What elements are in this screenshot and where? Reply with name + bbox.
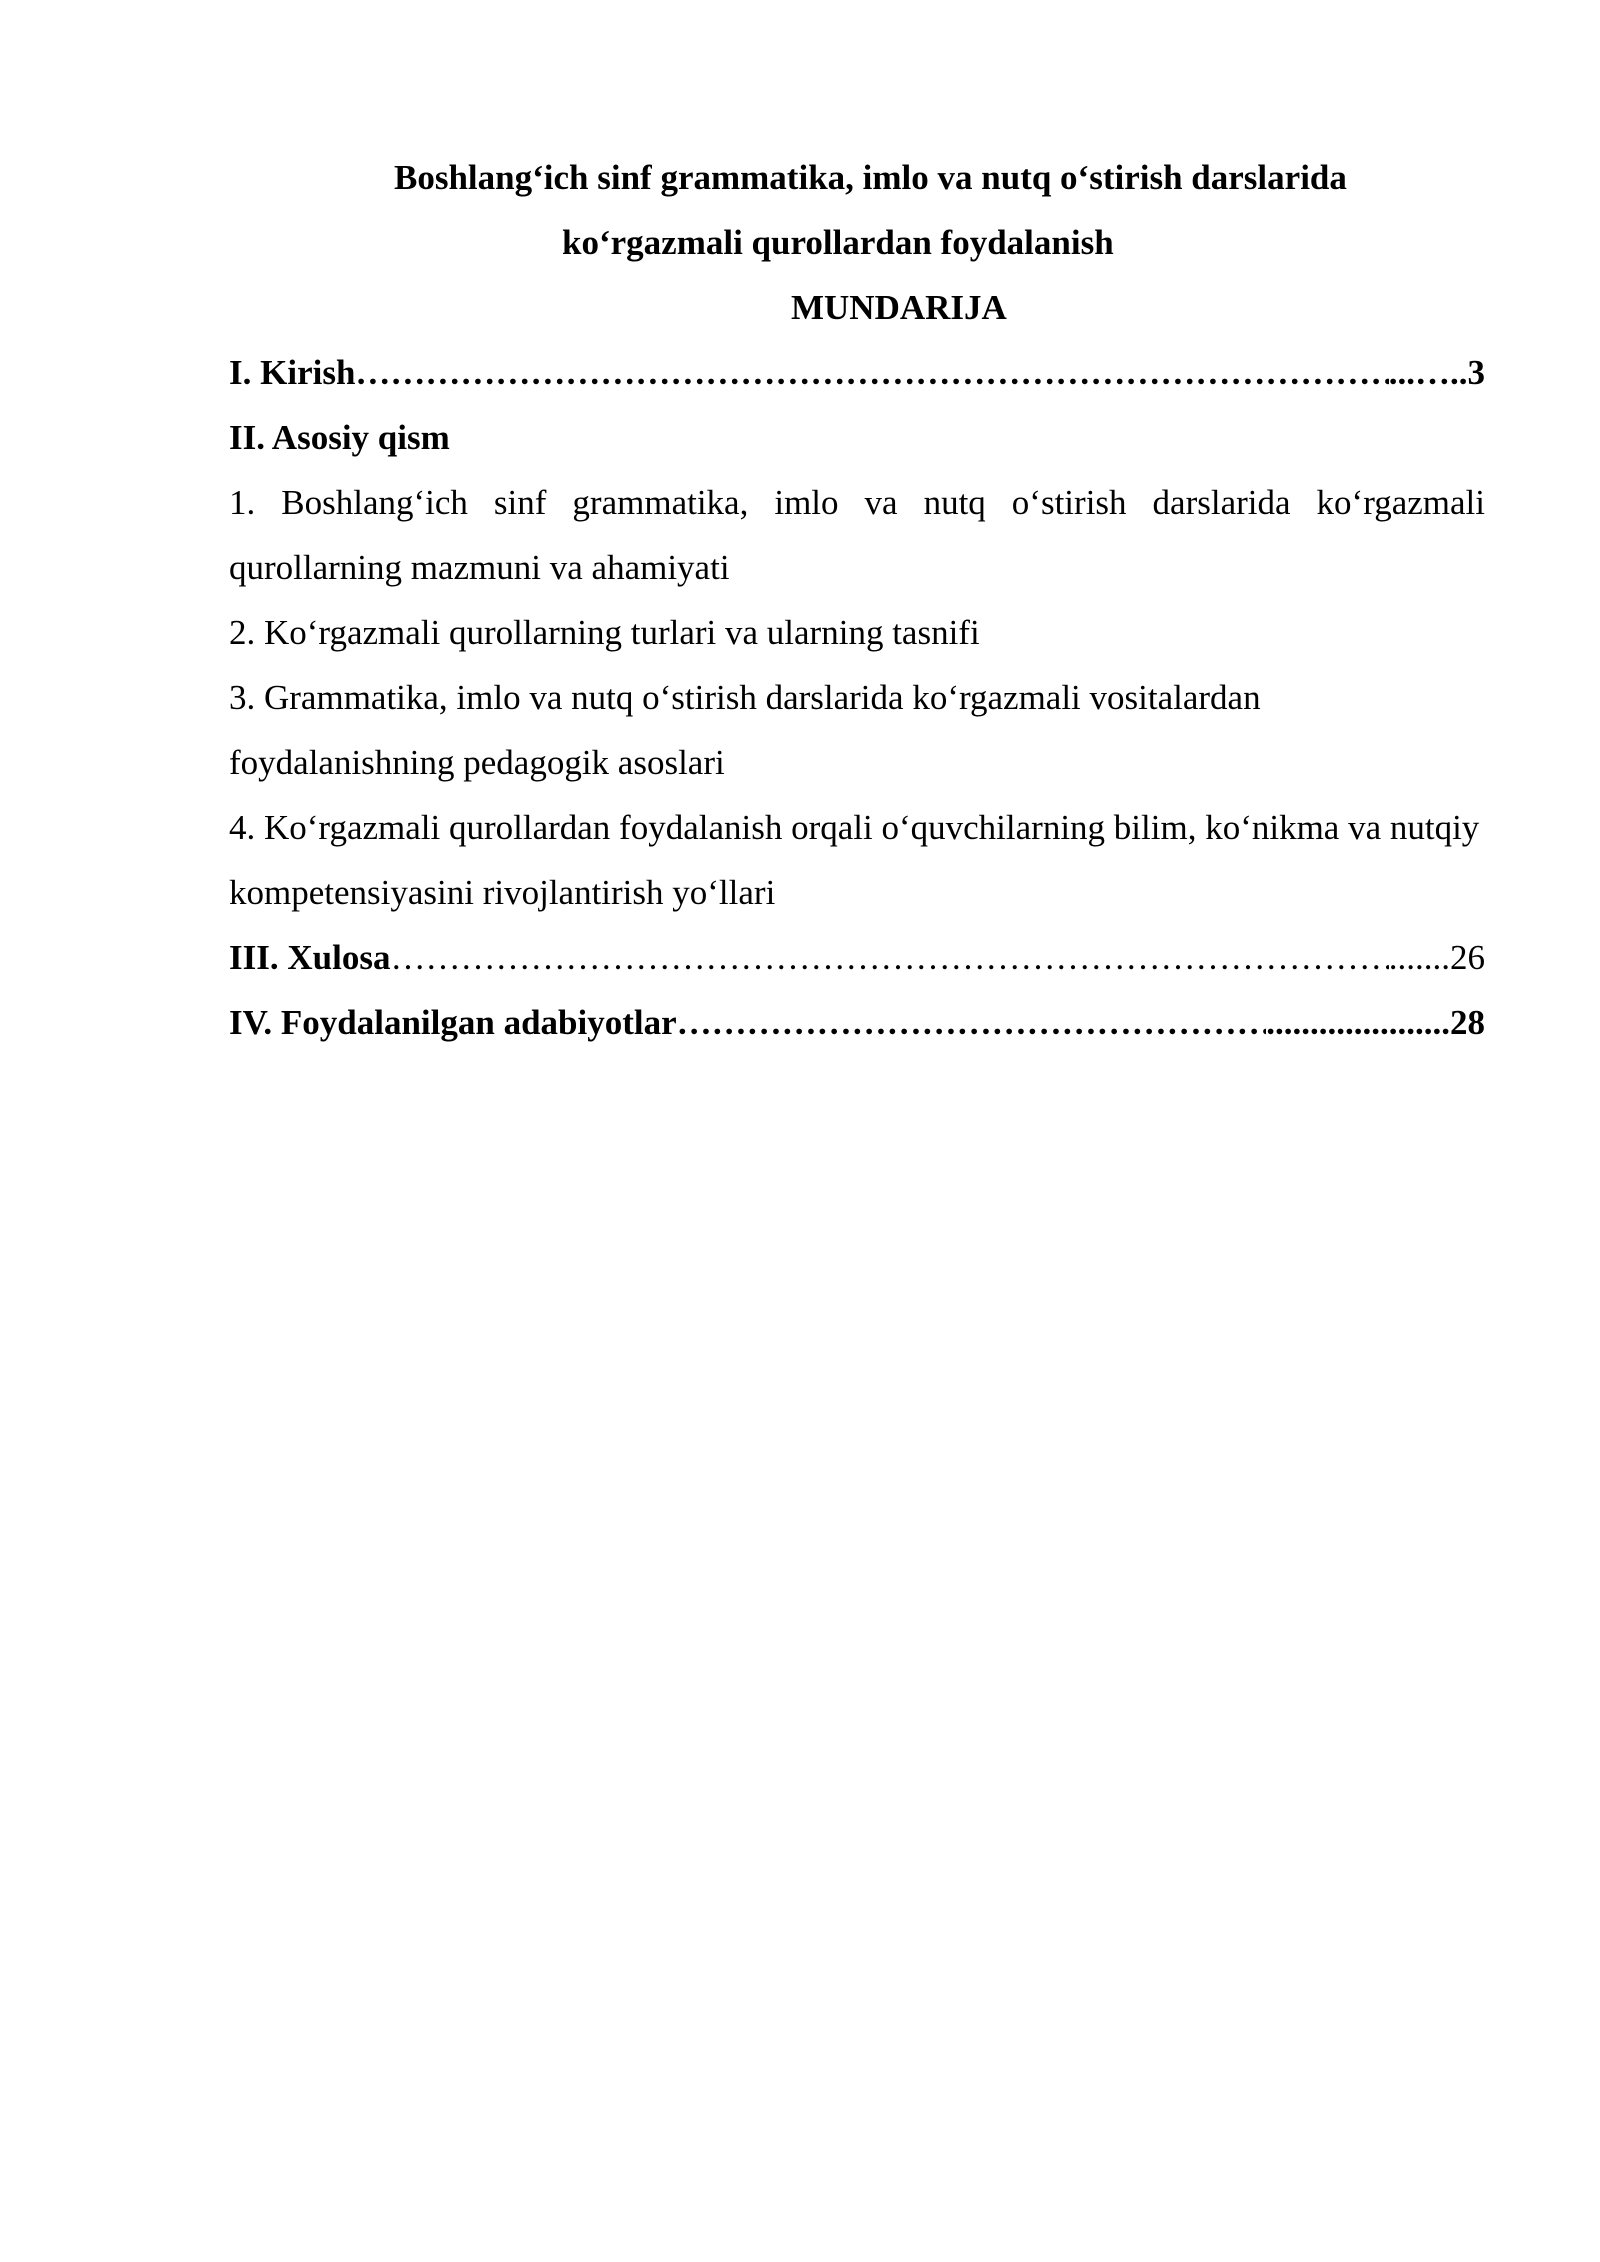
table-of-contents bbox=[229, 145, 1485, 1055]
toc-entry-conclusion bbox=[229, 925, 1485, 990]
toc-item-3: 3. Grammatika, imlo va nutq o‘stirish darslarida ko‘rgazmali vositalardan foydalanishning pedagogik asoslari bbox=[229, 678, 1261, 782]
contents-heading: MUNDARIJA bbox=[791, 288, 1007, 327]
document-title-line-2: ko‘rgazmali qurollardan foydalanish bbox=[562, 223, 1114, 262]
toc-entry-label: III. Xulosa bbox=[229, 938, 391, 977]
document-title-line-1: Boshlang‘ich sinf grammatika, imlo va nutq o‘stirish darslarida bbox=[394, 158, 1347, 197]
toc-entry-page: 28 bbox=[1450, 1003, 1485, 1042]
toc-entry-label: IV. Foydalanilgan adabiyotlar bbox=[229, 1003, 677, 1042]
toc-entry-tail: ...….. bbox=[1388, 353, 1468, 392]
toc-section-main: II. Asosiy qism bbox=[229, 418, 450, 457]
toc-entry-intro bbox=[229, 340, 1485, 405]
dot-leader bbox=[677, 990, 1267, 1055]
toc-entry-label: I. Kirish bbox=[229, 353, 356, 392]
toc-item-1: 1. Boshlang‘ich sinf grammatika, imlo va nutq o‘stirish darslarida ko‘rgazmali qurollarning mazmuni va ahamiyati bbox=[229, 483, 1485, 587]
toc-entry-tail: ..................... bbox=[1266, 1003, 1450, 1042]
dot-leader bbox=[390, 925, 1388, 990]
toc-item-2: 2. Ko‘rgazmali qurollarning turlari va ularning tasnifi bbox=[229, 613, 980, 652]
toc-entry-page: 26 bbox=[1450, 938, 1485, 977]
toc-item-4: 4. Ko‘rgazmali qurollardan foydalanish orqali o‘quvchilarning bilim, ko‘nikma va nutqiy kompetensiyasini rivojlantirish yo‘llari bbox=[229, 808, 1480, 912]
toc-entry-page: 3 bbox=[1467, 353, 1485, 392]
dot-leader bbox=[355, 340, 1388, 405]
toc-entry-tail: ....... bbox=[1388, 938, 1450, 977]
toc-entry-references bbox=[229, 990, 1485, 1055]
